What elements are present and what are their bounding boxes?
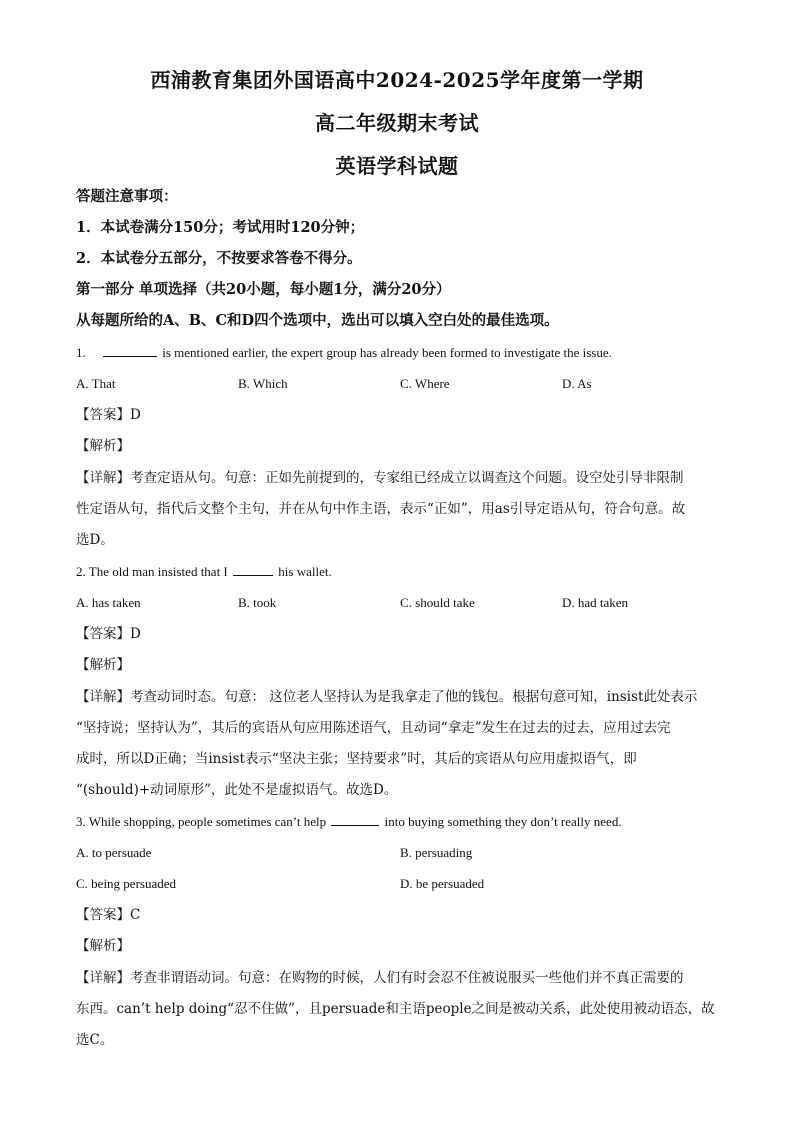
question-1-option-b: B. Which [238,376,288,391]
exam-title: 西浦教育集团外国语高中2024-2025学年度第一学期 [150,68,644,92]
question-3-detail-line: 【详解】考查非谓语动词。句意：在购物的时候，人们有时会忍不住被说服买一些他们并不真正需要的 [76,970,684,986]
question-1-answer: 【答案】D [76,407,141,423]
question-1-stem [76,343,726,363]
question-1-detail-line: 【详解】考查定语从句。句意：正如先前提到的，专家组已经成立以调查这个问题。设空处引导非限制 [76,470,684,486]
question-1-option-c: C. Where [400,376,450,391]
question-2-option-d: D. had taken [562,595,629,610]
question-2-blank [233,563,273,576]
question-2-option-b: B. took [238,595,277,610]
question-2-stem [76,562,726,582]
question-3-text-start: 3. While shopping, people sometimes can’t help [76,814,327,829]
question-1-analysis-label: 【解析】 [76,438,130,454]
question-1-number: 1. [76,345,86,360]
question-2-detail-line: 【详解】考查动词时态。句意： 这位老人坚持认为是我拿走了他的钱包。根据句意可知，insist此处表示 [76,689,698,705]
question-3-option-d: D. be persuaded [400,876,485,891]
exam-subtitle-grade: 高二年级期末考试 [315,111,479,135]
question-3-answer: 【答案】C [76,907,141,923]
question-1-option-a: A. That [76,376,116,391]
question-3-blank [331,813,379,826]
exam-subtitle-subject: 英语学科试题 [335,154,459,178]
question-3-option-c: C. being persuaded [76,876,177,891]
question-2-detail-line: “(should)+动词原形”，此处不是虚拟语气。故选D。 [76,782,398,798]
question-1-detail-line: 选D。 [76,532,114,548]
question-2-option-a: A. has taken [76,595,141,610]
question-1-option-d: D. As [562,376,592,391]
question-3-detail-line: 东西。can’t help doing“忍不住做”，且persuade和主语people之间是被动关系，此处使用被动语态，故 [76,1001,715,1017]
question-2-detail-line: 成时，所以D正确；当insist表示“坚决主张；坚持要求”时，其后的宾语从句应用虚拟语气，即 [76,751,637,767]
question-3-text-end: into buying something they don’t really need. [384,814,622,829]
question-1-blank [103,344,157,357]
question-2-detail-line: “坚持说；坚持认为”，其后的宾语从句应用陈述语气，且动词“拿走”发生在过去的过去，应用过去完 [76,720,671,736]
notes-item-2: 2．本试卷分五部分，不按要求答卷不得分。 [76,250,362,267]
question-3-detail-line: 选C。 [76,1032,114,1048]
section1-instruction: 从每题所给的A、B、C和D四个选项中，选出可以填入空白处的最佳选项。 [76,312,559,329]
question-3-analysis-label: 【解析】 [76,938,130,954]
question-3-stem [76,812,726,832]
question-2-option-c: C. should take [400,595,475,610]
section1-title: 第一部分 单项选择（共20小题，每小题1分，满分20分） [76,281,451,298]
question-1-text: is mentioned earlier, the expert group has already been formed to investigate the issue. [162,345,612,360]
question-3-option-a: A. to persuade [76,845,152,860]
question-3-option-b: B. persuading [400,845,473,860]
question-1-detail-line: 性定语从句，指代后文整个主句，并在从句中作主语，表示“正如”，用as引导定语从句，符合句意。故 [76,501,686,517]
question-2-text-end: his wallet. [278,564,332,579]
question-2-answer: 【答案】D [76,626,141,642]
notes-heading: 答题注意事项： [76,188,178,205]
question-2-analysis-label: 【解析】 [76,657,130,673]
question-2-text-start: 2. The old man insisted that I [76,564,228,579]
notes-item-1: 1．本试卷满分150分；考试用时120分钟； [76,219,365,236]
